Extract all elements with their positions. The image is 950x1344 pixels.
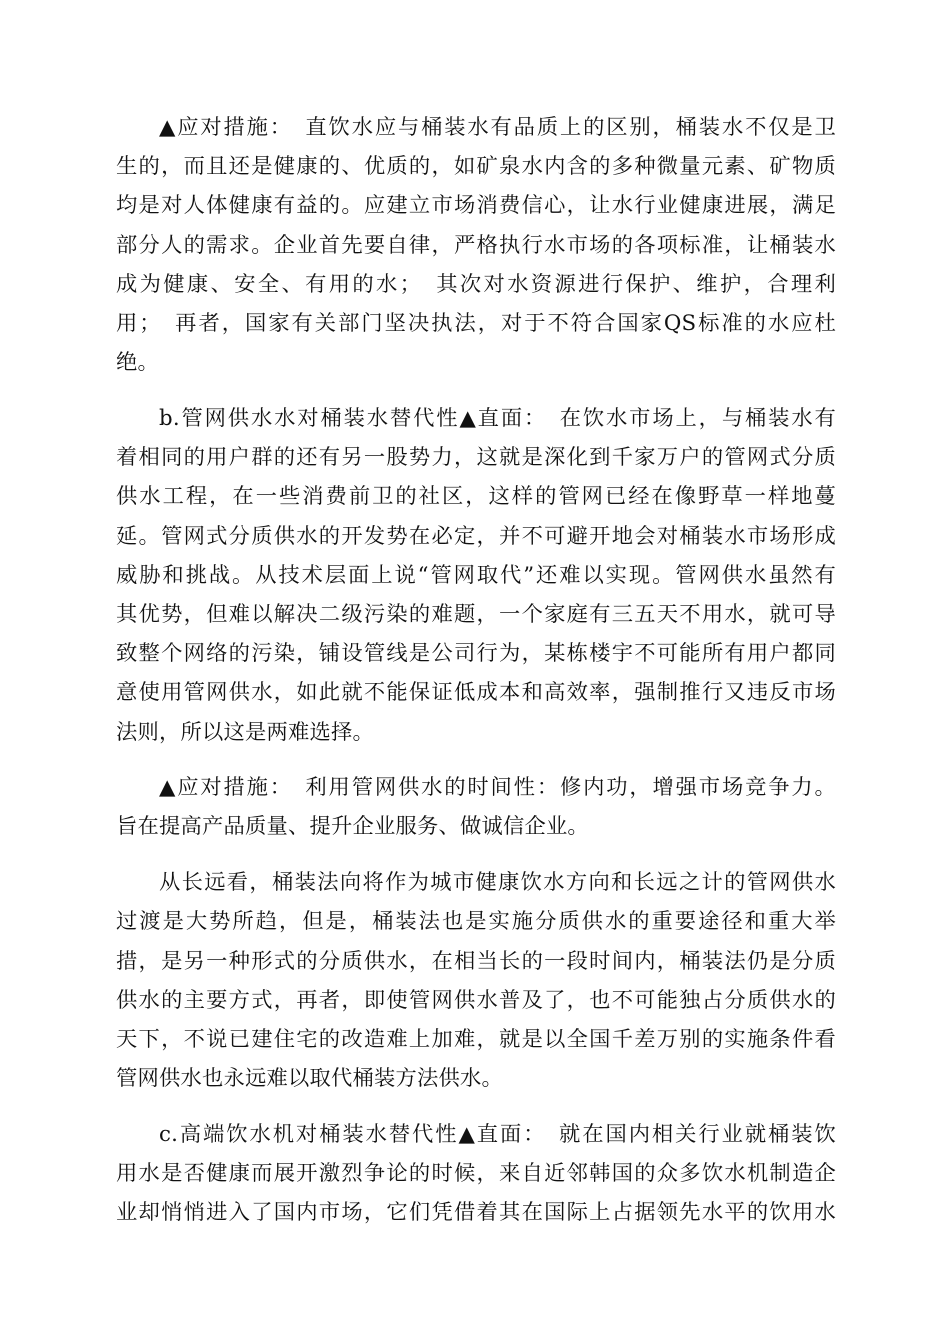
text-line: 成为健康、安全、有用的水； 其次对水资源进行保护、维护，合理利 <box>116 271 836 297</box>
text-line: 措，是另一种形式的分质供水，在相当长的一段时间内，桶装法仍是分质 <box>116 948 836 974</box>
text-line: 旨在提高产品质量、提升企业服务、做诚信企业。 <box>116 814 589 840</box>
text-line: 意使用管网供水，如此就不能保证低成本和高效率，强制推行又违反市场 <box>116 680 836 706</box>
paragraph-pipe-network-water <box>116 399 836 752</box>
paragraph-countermeasure-1 <box>116 108 836 382</box>
text-line: 着相同的用户群的还有另一股势力，这就是深化到千家万户的管网式分质 <box>116 445 836 471</box>
text-line: 绝。 <box>116 350 159 376</box>
text-line: 法则，所以这是两难选择。 <box>116 719 374 745</box>
text-line: 致整个网络的污染，铺设管线是公司行为，某栋楼宇不可能所有用户都同 <box>116 641 836 667</box>
text-line: 生的，而且还是健康的、优质的，如矿泉水内含的多种微量元素、矿物质 <box>116 154 836 180</box>
paragraph-countermeasure-2 <box>116 768 836 846</box>
text-line: 用； 再者，国家有关部门坚决执法，对于不符合国家QS标准的水应杜 <box>116 311 836 337</box>
text-line: 过渡是大势所趋，但是，桶装法也是实施分质供水的重要途径和重大举 <box>116 909 836 935</box>
text-line: 其优势，但难以解决二级污染的难题，一个家庭有三五天不用水，就可导 <box>116 601 836 627</box>
paragraph-long-term-outlook <box>116 863 836 1098</box>
text-line: ▲应对措施： 利用管网供水的时间性：修内功，增强市场竞争力。 <box>159 775 836 801</box>
text-line: 供水工程，在一些消费前卫的社区，这样的管网已经在像野草一样地蔓 <box>116 484 836 510</box>
text-line: c.高端饮水机对桶装水替代性▲直面： 就在国内相关行业就桶装饮 <box>159 1121 836 1147</box>
text-line: 业却悄悄进入了国内市场，它们凭借着其在国际上占据领先水平的饮用水 <box>116 1200 836 1226</box>
text-line: 用水是否健康而展开激烈争论的时候，来自近邻韩国的众多饮水机制造企 <box>116 1161 836 1187</box>
text-line: 供水的主要方式，再者，即使管网供水普及了，也不可能独占分质供水的 <box>116 987 836 1013</box>
text-line: 管网供水也永远难以取代桶装方法供水。 <box>116 1066 503 1092</box>
text-line: 威胁和挑战。从技术层面上说“管网取代”还难以实现。管网供水虽然有 <box>116 562 836 588</box>
text-line: 均是对人体健康有益的。应建立市场消费信心，让水行业健康进展，满足 <box>116 193 836 219</box>
text-line: b.管网供水水对桶装水替代性▲直面： 在饮水市场上，与桶装水有 <box>159 405 836 431</box>
paragraph-high-end-dispenser <box>116 1115 836 1233</box>
text-line: 延。管网式分质供水的开发势在必定，并不可避开地会对桶装水市场形成 <box>116 523 836 549</box>
text-line: ▲应对措施： 直饮水应与桶装水有品质上的区别，桶装水不仅是卫 <box>159 115 836 140</box>
text-line: 天下，不说已建住宅的改造难上加难，就是以全国千差万别的实施条件看 <box>116 1026 836 1052</box>
text-line: 部分人的需求。企业首先要自律，严格执行水市场的各项标准，让桶装水 <box>116 232 836 258</box>
text-line: 从长远看，桶装法向将作为城市健康饮水方向和长远之计的管网供水 <box>159 870 836 896</box>
